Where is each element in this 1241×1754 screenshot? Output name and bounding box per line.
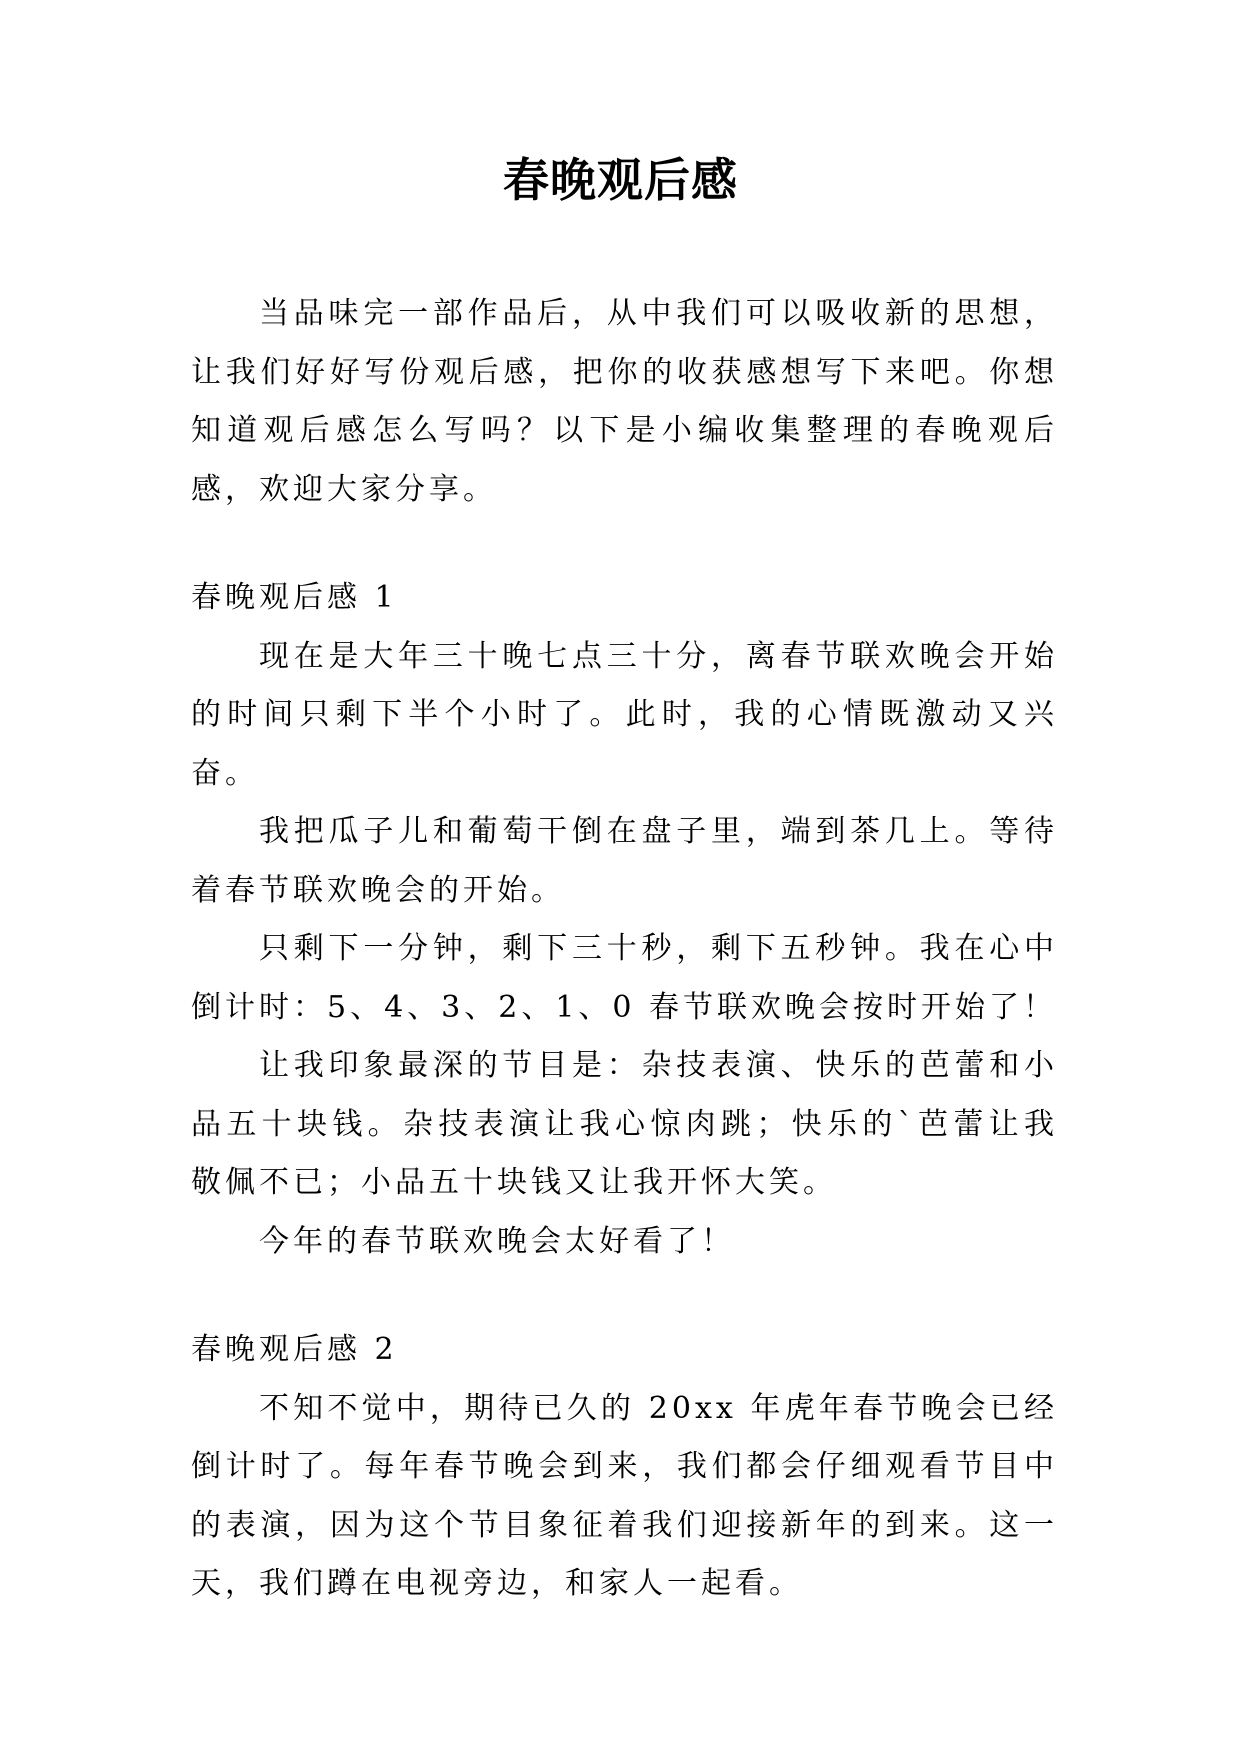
document-title: 春晚观后感	[503, 153, 738, 207]
section-1-paragraph-1: 现在是大年三十晚七点三十分，离春节联欢晚会开始的时间只剩下半个小时了。此时，我的心情既激动又兴奋。	[191, 638, 1058, 791]
section-1-paragraph-4: 让我印象最深的节目是：杂技表演、快乐的芭蕾和小品五十块钱。杂技表演让我心惊肉跳；快乐的`芭蕾让我敬佩不已；小品五十块钱又让我开怀大笑。	[191, 1048, 1058, 1200]
section-1-paragraph-5: 今年的春节联欢晚会太好看了！	[259, 1223, 735, 1259]
section-heading-1: 春晚观后感 1	[191, 580, 398, 615]
document-body	[191, 285, 1058, 1614]
section-gap	[191, 519, 1058, 569]
section-1-paragraph-3: 只剩下一分钟，剩下三十秒，剩下五秒钟。我在心中倒计时：5、4、3、2、1、0 春节联欢晚会按时开始了！	[191, 931, 1058, 1025]
intro-paragraph: 当品味完一部作品后，从中我们可以吸收新的思想，让我们好好写份观后感，把你的收获感想写下来吧。你想知道观后感怎么写吗？以下是小编收集整理的春晚观后感，欢迎大家分享。	[191, 296, 1058, 507]
section-gap	[191, 1271, 1058, 1321]
section-heading-2: 春晚观后感 2	[191, 1332, 398, 1367]
section-1-paragraph-2: 我把瓜子儿和葡萄干倒在盘子里，端到茶几上。等待着春节联欢晚会的开始。	[191, 814, 1058, 908]
section-2-paragraph-1: 不知不觉中，期待已久的 20xx 年虎年春节晚会已经倒计时了。每年春节晚会到来，我们都会仔细观看节目中的表演，因为这个节目象征着我们迎接新年的到来。这一天，我们蹲在电视旁边，和家人一起看。	[191, 1390, 1058, 1601]
